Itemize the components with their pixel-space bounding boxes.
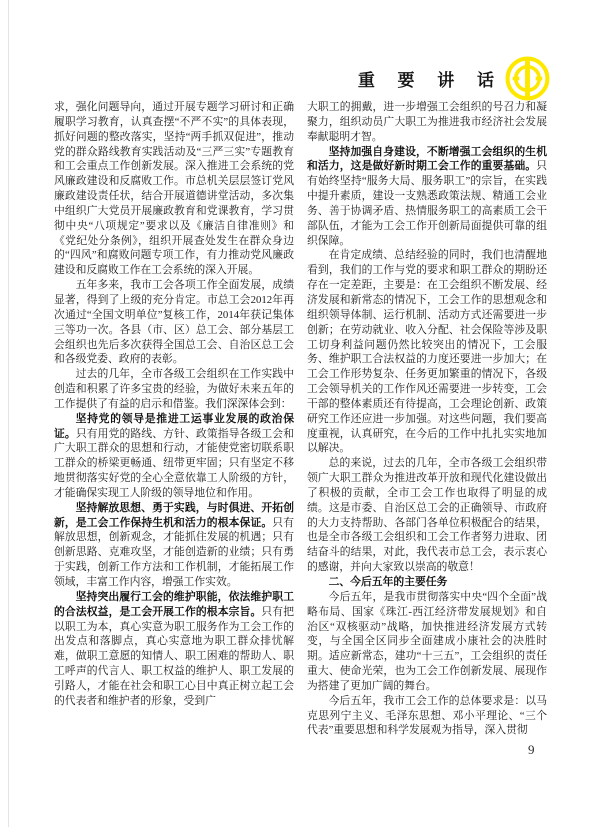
page-header — [358, 56, 550, 101]
section-title: 重 要 讲 话 — [357, 71, 503, 90]
paragraph-lead: 坚持突出履行工会的维护职能，依法维护职工的合法权益，是工会开展工作的根本宗旨。 — [54, 590, 294, 618]
paragraph-lead: 坚持解放思想、勇于实践，与时俱进、开拓创新，是工会工作保持生机和活力的根本保证。 — [54, 501, 294, 529]
paragraph: 过去的几年，全市各级工会组织在工作实践中创造和积累了许多宝贵的经验，为做好未来五年的工作提供了有益的启示和借鉴。我们深深体会到： — [54, 368, 294, 410]
page-number: 9 — [528, 742, 535, 757]
text-column-right — [307, 100, 547, 738]
paragraph: 大职工的拥戴，进一步增强工会组织的号召力和凝聚力，组织动员广大职工为推进我市经济社会发展奉献聪明才智。 — [307, 101, 547, 143]
paragraph: 求，强化问题导向，通过开展专题学习研讨和正确履职学习教育，认真查摆“不严不实”的具体表现，抓好问题的整改落实，坚持“两手抓双促进”，推动党的群众路线教育实践活动及“三严三实”专题教育和工会重点工作创新发展。深入推进工会系统的党风廉政建设和反腐败工作。市总机关层层签订党风廉政建设责任状，结合开展道德讲堂活动，多次集中组织广大党员开展廉政教育和党课教育，学习贯彻中央“八项规定”要求以及《廉洁自律准则》和《党纪处分条例》，组织开展查处发生在群众身边的“四风”和腐败问题专项工作，有力推动党风廉政建设和反腐败工作在工会系统的深入开展。 — [54, 101, 294, 277]
text-columns — [54, 100, 547, 738]
paragraph-lead: 坚持党的领导是推进工运事业发展的政治保证。 — [54, 412, 294, 440]
section-heading: 二、今后五年的主要任务 — [328, 576, 448, 588]
page-edge-line — [8, 0, 9, 827]
paragraph: 今后五年，是我市贯彻落实中央“四个全面”战略布局、国家《珠江-西江经济带发展规划》和自治区“双核驱动”战略，加快推进经济发展方式转变，与全国全区同步全面建成小康社会的决胜时期。适应新常态，建功“十三五”，工会组织的责任重大、使命光荣，也为工会工作创新发展、展现作为搭建了更加广阔的舞台。 — [307, 590, 547, 692]
paragraph: 坚持党的领导是推进工运事业发展的政治保证。只有用党的路线、方针、政策指导各级工会和广大职工群众的思想和行动，才能使党密切联系职工群众的桥梁更畅通、纽带更牢固；只有坚定不移地贯彻落实好党的全心全意依靠工人阶级的方针，才能确保实现工人阶级的领导地位和作用。 — [54, 412, 295, 499]
trade-union-emblem-icon — [505, 56, 550, 101]
paragraph: 五年多来，我市工会各项工作全面发展，成绩显著，得到了上级的充分肯定。市总工会2012年再次通过“全国文明单位”复核工作，2014年获记集体三等功一次。各县（市、区）总工会、部分基层工会组织也先后多次获得全国总工会、自治区总工会和各级党委、政府的表彰。 — [54, 279, 294, 366]
paragraph: 总的来说，过去的几年，全市各级工会组织带领广大职工群众为推进改革开放和现代化建设做出了积极的贡献，全市工会工作也取得了明显的成绩。这是市委、自治区总工会的正确领导、市政府的大力支持帮助、各部门各单位积极配合的结果，也是全市各级工会组织和工会工作者努力进取、团结奋斗的结果，对此，我代表市总工会，表示衷心的感谢，并向大家致以崇高的敬意！ — [307, 457, 547, 574]
paragraph: 今后五年，我市工会工作的总体要求是：以马克思列宁主义、毛泽东思想、邓小平理论、“三个代表”重要思想和科学发展观为指导，深入贯彻 — [307, 694, 547, 737]
paragraph: 在肯定成绩、总结经验的同时，我们也清醒地看到，我们的工作与党的要求和职工群众的期盼还存在一定差距，主要是：在工会组织不断发展、经济发展和新常态的情况下，工会工作的思想观念和组织领导体制、运行机制、活动方式还需要进一步创新；在劳动就业、收入分配、社会保险等涉及职工切身利益问题仍然比较突出的情况下，工会服务、维护职工合法权益的力度还要进一步加大；在工会工作形势复杂、任务更加繁重的情况下，各级工会领导机关的工作作风还需要进一步转变，工会干部的整体素质还有待提高，工会理论创新、政策研究工作还应进一步加强。对这些问题，我们要高度重视，认真研究，在今后的工作中扎扎实实地加以解决。 — [307, 249, 547, 455]
paragraph-lead: 坚持加强自身建设，不断增强工会组织的生机和活力，这是做好新时期工会工作的重要基础。 — [307, 145, 547, 173]
paragraph: 坚持突出履行工会的维护职能，依法维护职工的合法权益，是工会开展工作的根本宗旨。只有把以职工为本，真心实意为职工服务作为工会工作的出发点和落脚点，真心实意地为职工群众排忧解难，做职工意愿的知情人、职工困难的帮助人、职工呼声的代言人、职工权益的维护人、职工发展的引路人，才能在社会和职工心目中真正树立起工会的代表者和维护者的形象，受到广 — [54, 590, 295, 707]
text-column-left — [54, 100, 294, 738]
paragraph: 坚持加强自身建设，不断增强工会组织的生机和活力，这是做好新时期工会工作的重要基础。只有始终坚持“服务大局、服务职工”的宗旨，在实践中提升素质，建设一支熟悉政策法规、精通工会业务、善于协调矛盾、热情服务职工的高素质工会干部队伍，才能为工会工作开创新局面提供可靠的组织保障。 — [307, 145, 547, 247]
paragraph: 坚持解放思想、勇于实践，与时俱进、开拓创新，是工会工作保持生机和活力的根本保证。只有解放思想，创新观念，才能抓住发展的机遇；只有创新思路、克难攻坚，才能创造新的业绩；只有勇于实践，创新工作方法和工作机制，才能拓展工作领域，丰富工作内容，增强工作实效。 — [54, 501, 295, 588]
